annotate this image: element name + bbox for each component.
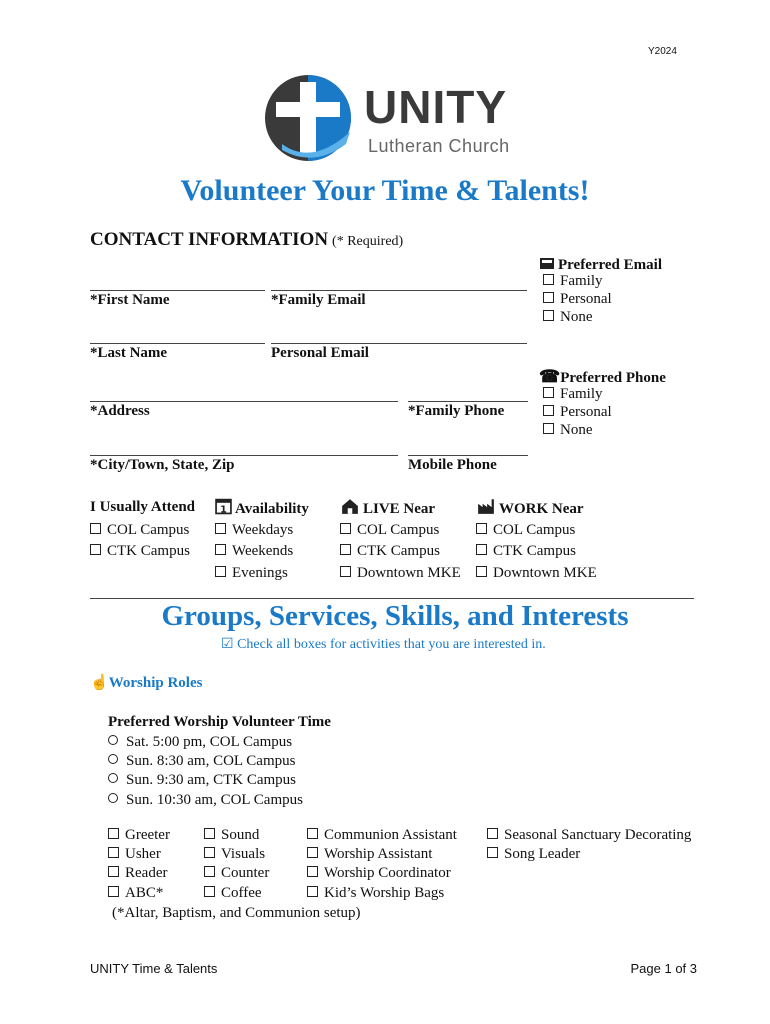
family-phone-label: *Family Phone [408,403,505,419]
role-usher[interactable] [108,846,161,863]
city-field[interactable] [90,455,398,456]
radio-button[interactable] [108,754,118,764]
time-option-3[interactable] [108,772,296,789]
option-label: CTK Campus [107,543,190,559]
pref-phone-none[interactable] [543,422,593,439]
attend-label: I Usually Attend [90,499,196,515]
option-label: Personal [560,404,612,420]
preferred-phone-label [539,367,666,387]
groups-title: Groups, Services, Skills, and Interests [161,600,629,632]
checkbox[interactable] [307,866,318,877]
worship-roles-label [90,673,202,692]
option-label: Usher [125,846,161,862]
city-label: *City/Town, State, Zip [90,457,235,473]
pref-phone-family[interactable] [543,386,603,403]
role-worship-coordinator[interactable] [307,865,451,882]
option-label: Kid’s Worship Bags [324,885,445,901]
option-label: ABC* [125,885,164,901]
pref-email-personal[interactable] [543,291,612,308]
option-label: Counter [221,865,270,881]
checkbox[interactable] [215,544,226,555]
contact-heading-text: CONTACT INFORMATION [90,229,329,250]
option-label: Worship Coordinator [324,865,451,881]
logo-name: UNITY [364,81,507,133]
option-label: Sun. 8:30 am, COL Campus [126,753,296,769]
phone-icon: ☎ [539,367,561,386]
option-label: Reader [125,865,168,881]
checkbox[interactable] [204,866,215,877]
groups-instruction [221,636,546,653]
option-label: Visuals [221,846,266,862]
home-icon [340,497,360,515]
instruction-text: Check all boxes for activities that you are interested in. [237,637,546,652]
availability-text: Availability [235,501,309,517]
cross-logo-icon [262,72,358,164]
checkbox[interactable] [90,544,101,555]
availability-weekdays[interactable] [215,522,293,539]
checkbox[interactable] [307,886,318,897]
role-song-leader[interactable] [487,846,580,863]
checkbox[interactable] [543,310,554,321]
role-communion-assistant[interactable] [307,827,457,844]
checkbox[interactable] [476,523,487,534]
document-code: Y2024 [648,46,677,57]
first-name-label: *First Name [90,292,170,308]
role-counter[interactable] [204,865,269,882]
option-label: Weekends [232,543,294,559]
option-label: Family [560,273,603,289]
live-col[interactable] [340,522,439,539]
checkbox[interactable] [543,274,554,285]
role-reader[interactable] [108,865,167,882]
time-option-1[interactable] [108,734,292,751]
email-icon [539,255,555,271]
work-near-text: WORK Near [499,501,584,517]
factory-icon [476,497,496,515]
role-sound[interactable] [204,827,259,844]
option-label: Sat. 5:00 pm, COL Campus [126,734,293,750]
live-near-label [340,497,435,518]
last-name-label: *Last Name [90,345,168,361]
option-label: Coffee [221,885,262,901]
work-near-label [476,497,584,518]
checkbox[interactable] [108,847,119,858]
checkbox[interactable] [340,566,351,577]
radio-button[interactable] [108,793,118,803]
option-label: Sun. 10:30 am, COL Campus [126,792,303,808]
checkbox[interactable] [543,405,554,416]
footer-page-number: Page 1 of 3 [630,961,697,976]
option-label: Greeter [125,827,170,843]
calendar-icon [215,497,232,515]
option-label: None [560,422,593,438]
live-near-text: LIVE Near [363,501,436,517]
role-kids-worship-bags[interactable] [307,885,444,902]
pref-email-family[interactable] [543,273,603,290]
checkbox[interactable] [487,847,498,858]
checkbox[interactable] [108,866,119,877]
checkbox[interactable] [215,523,226,534]
option-label: COL Campus [107,522,190,538]
first-name-field[interactable] [90,290,265,291]
checkbox[interactable] [340,544,351,555]
option-label: None [560,309,593,325]
preferred-phone-text: Preferred Phone [560,370,666,386]
option-label: CTK Campus [493,543,576,559]
time-option-4[interactable] [108,792,303,809]
preferred-email-label [539,255,662,274]
role-coffee[interactable] [204,885,262,902]
checkbox[interactable] [90,523,101,534]
contact-heading [90,229,403,251]
option-label: CTK Campus [357,543,440,559]
address-field[interactable] [90,401,398,402]
checkbox[interactable] [340,523,351,534]
worship-time-label: Preferred Worship Volunteer Time [108,714,331,730]
family-phone-field[interactable] [408,401,528,402]
radio-button[interactable] [108,735,118,745]
work-col[interactable] [476,522,575,539]
last-name-field[interactable] [90,343,265,344]
mobile-phone-label: Mobile Phone [408,457,497,473]
page-title: Volunteer Your Time & Talents! [180,174,590,207]
option-label: Weekdays [232,522,294,538]
option-label: Evenings [232,565,288,581]
logo-subtitle: Lutheran Church [368,136,510,156]
live-ctk[interactable] [340,543,440,560]
role-greeter[interactable] [108,827,170,844]
live-downtown[interactable] [340,565,461,582]
family-email-label: *Family Email [271,292,366,308]
option-label: Downtown MKE [493,565,597,581]
checkbox[interactable] [108,828,119,839]
attend-col[interactable] [90,522,189,539]
option-label: Worship Assistant [324,846,433,862]
option-label: COL Campus [493,522,576,538]
family-email-field[interactable] [271,290,527,291]
checked-box-icon: ☑ [221,637,234,652]
role-abc[interactable] [108,885,163,902]
option-label: Seasonal Sanctuary Decorating [504,827,692,843]
preferred-email-text: Preferred Email [558,257,662,273]
checkbox[interactable] [476,544,487,555]
option-label: Family [560,386,603,402]
option-label: COL Campus [357,522,440,538]
work-downtown[interactable] [476,565,597,582]
checkbox[interactable] [204,886,215,897]
availability-evenings[interactable] [215,565,288,582]
personal-email-field[interactable] [271,343,527,344]
pref-phone-personal[interactable] [543,404,612,421]
church-logo [262,72,532,164]
required-note: (* Required) [332,234,404,249]
checkbox[interactable] [307,828,318,839]
checkbox[interactable] [204,847,215,858]
mobile-phone-field[interactable] [408,455,528,456]
checkbox[interactable] [215,566,226,577]
checkbox[interactable] [543,387,554,398]
worship-roles-text: Worship Roles [108,675,203,691]
personal-email-label: Personal Email [271,345,369,361]
option-label: Sun. 9:30 am, CTK Campus [126,772,297,788]
option-label: Song Leader [504,846,581,862]
section-divider [90,598,694,599]
checkbox[interactable] [108,886,119,897]
checkbox[interactable] [487,828,498,839]
abc-footnote: (*Altar, Baptism, and Communion setup) [112,905,361,921]
pointing-hand-icon: ☝ [90,675,109,691]
option-label: Personal [560,291,612,307]
availability-weekends[interactable] [215,543,293,560]
role-worship-assistant[interactable] [307,846,432,863]
option-label: Sound [221,827,260,843]
address-label: *Address [90,403,150,419]
role-visuals[interactable] [204,846,265,863]
role-seasonal-decorating[interactable] [487,827,691,844]
time-option-2[interactable] [108,753,295,770]
svg-text:1: 1 [220,504,227,515]
checkbox[interactable] [543,292,554,303]
checkbox[interactable] [543,423,554,434]
pref-email-none[interactable] [543,309,593,326]
radio-button[interactable] [108,773,118,783]
availability-label [215,497,309,518]
attend-ctk[interactable] [90,543,190,560]
checkbox[interactable] [307,847,318,858]
option-label: Communion Assistant [324,827,457,843]
footer-left: UNITY Time & Talents [90,961,218,976]
checkbox[interactable] [476,566,487,577]
work-ctk[interactable] [476,543,576,560]
option-label: Downtown MKE [357,565,461,581]
checkbox[interactable] [204,828,215,839]
